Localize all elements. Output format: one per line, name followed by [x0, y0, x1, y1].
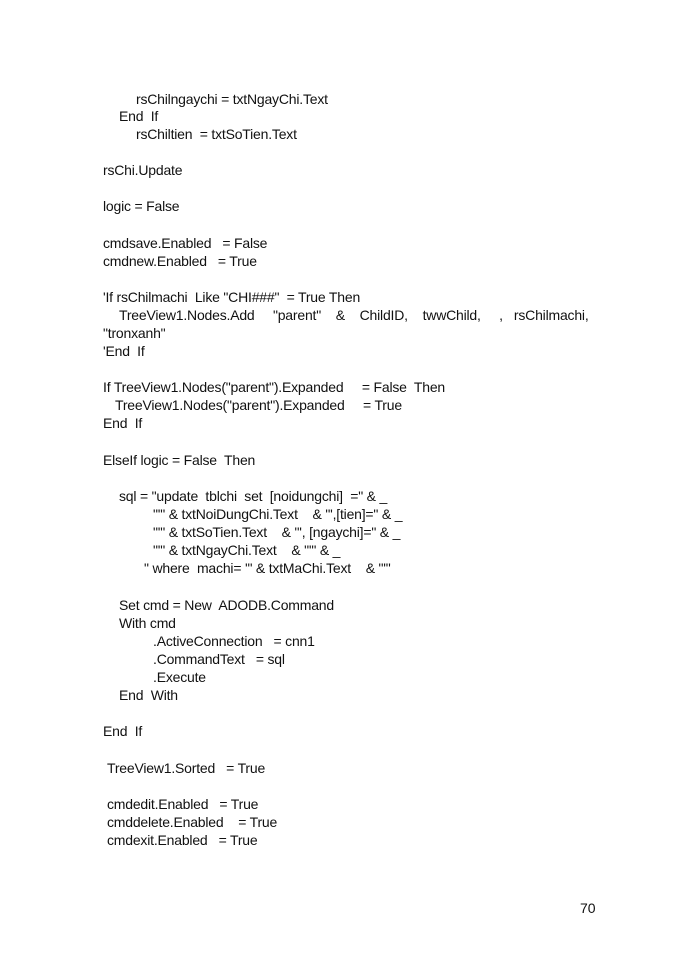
- code-line: TreeView1.Nodes("parent").Expanded = True: [115, 397, 402, 413]
- code-line: End If: [103, 415, 143, 431]
- code-line: cmdnew.Enabled = True: [103, 253, 257, 269]
- code-line: Set cmd = New ADODB.Command: [119, 597, 334, 613]
- code-line: TreeView1.Sorted = True: [107, 760, 266, 776]
- code-line: TreeView1.Nodes.Add "parent" & ChildID, twwChild, , rsChilmachi,: [119, 307, 589, 323]
- code-line: "'" & txtNoiDungChi.Text & "',[tien]=" & _: [153, 506, 403, 522]
- code-line: 'If rsChilmachi Like "CHI###" = True Then: [103, 289, 361, 305]
- code-line: End With: [119, 687, 178, 703]
- code-line: sql = "update tblchi set [noidungchi] =" & _: [119, 488, 388, 504]
- code-line: cmddelete.Enabled = True: [107, 814, 278, 830]
- code-line: " where machi= '" & txtMaChi.Text & "'": [144, 560, 391, 576]
- code-line: cmdsave.Enabled = False: [103, 235, 268, 251]
- code-line: .ActiveConnection = cnn1: [153, 633, 315, 649]
- code-line: With cmd: [119, 615, 176, 631]
- code-line: rsChi.Update: [103, 162, 183, 178]
- code-line: .Execute: [153, 669, 206, 685]
- code-line: logic = False: [103, 198, 180, 214]
- code-line: rsChilngaychi = txtNgayChi.Text: [136, 91, 328, 107]
- code-line: ElseIf logic = False Then: [103, 452, 256, 468]
- code-line: cmdedit.Enabled = True: [107, 796, 259, 812]
- code-line: End If: [103, 723, 143, 739]
- code-line: "'" & txtSoTien.Text & "', [ngaychi]=" & _: [153, 524, 401, 540]
- code-line: .CommandText = sql: [153, 651, 285, 667]
- page-number: 70: [580, 900, 596, 916]
- code-line: End If: [119, 108, 159, 124]
- code-line: rsChiltien = txtSoTien.Text: [136, 126, 297, 142]
- code-line: cmdexit.Enabled = True: [107, 832, 258, 848]
- code-line: 'End If: [103, 343, 145, 359]
- code-line: "tronxanh": [103, 325, 166, 341]
- code-line: "'" & txtNgayChi.Text & "'" & _: [153, 542, 341, 558]
- code-line: If TreeView1.Nodes("parent").Expanded = False Then: [103, 379, 446, 395]
